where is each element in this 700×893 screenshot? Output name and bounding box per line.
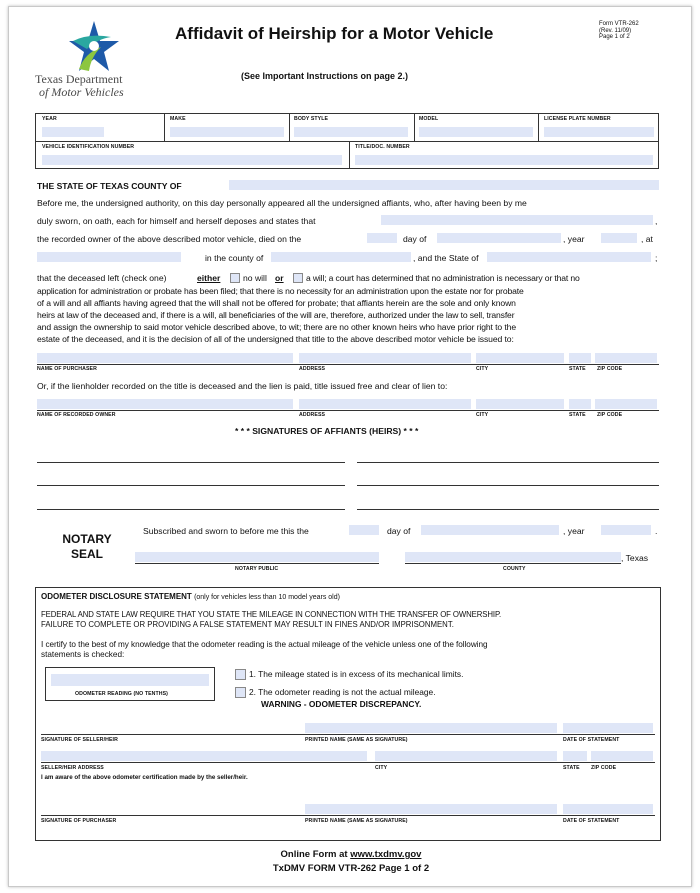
purchaser-date-field[interactable] — [563, 804, 653, 814]
either-text: either — [197, 273, 221, 283]
owner-city-label: CITY — [476, 412, 489, 418]
form-title: Affidavit of Heirship for a Motor Vehicle — [175, 24, 494, 43]
odometer-reading-label: ODOMETER READING (NO TENTHS) — [75, 691, 169, 697]
affiant-signature-line-5[interactable] — [37, 509, 345, 510]
sworn-text: Subscribed and sworn to before me this the — [143, 526, 309, 536]
agency-name — [35, 73, 124, 99]
purchaser-signature-line[interactable] — [41, 815, 655, 816]
seller-date-field[interactable] — [563, 723, 653, 733]
check-one-text: that the deceased left (check one) — [37, 273, 167, 283]
year-label: YEAR — [42, 116, 57, 122]
odometer-certify-1: I certify to the best of my knowledge that the odometer reading is the actual mileage of the vehicle unless one of the following — [41, 640, 488, 649]
make-label: MAKE — [170, 116, 186, 122]
notary-year-field[interactable] — [601, 525, 651, 535]
death-day-field[interactable] — [367, 233, 397, 243]
statement-line-10: estate of the deceased, and it is the decision of all of the undersigned that title to the above described motor vehicle be issued to: — [37, 334, 514, 344]
purchaser-zip-label: ZIP CODE — [597, 366, 623, 372]
txdmv-star-logo-icon — [67, 19, 121, 75]
no-will-checkbox[interactable] — [230, 273, 240, 283]
purchaser-name-field[interactable] — [37, 353, 293, 363]
notary-county-label: COUNTY — [503, 566, 526, 572]
affiant-signature-line-1[interactable] — [37, 462, 345, 463]
form-revision: (Rev. 11/09) — [599, 27, 632, 34]
form-page: Texas Department of Motor Vehicles Affidavit of Heirship for a Motor Vehicle (See Important Instructions on page 2.) Form VTR-262 (Rev. 11/09) Page 1 of 2 YEAR MAKE BODY STYLE MODEL LICENSE PLATE NUMBER VEHICLE IDENTIFICATION NUMBER TITLE/DOC. NUMBER THE STATE OF TEXAS COUNTY OF Before me, the undersigned authority, on this day personally appeared all the undersigned affiants, who, after having been by me duly sworn, on oath, each for himself and herself deposes and states that , the recorded owner of the above described motor vehicle, died on the day of , year , at in the county of , and the State of ; that the deceased left (check one) either no will or a will; a court has determined that no administration is necessary or that no application for administration or probate has been filed; that there is no necessity for an administration upon the estate nor for probate of a will and all affiants having agreed that the will shall not be offered for probate; that affiants herein are the sole and only known heirs at law of the deceased and, if there is a will, all beneficiaries of the will are, therefore, authorized under the law to sell, transfer and assign the ownership to said motor vehicle described above, to wit; there are no other known heirs who have prior right to the estate of the deceased, and it is the decision of all of the undersigned that title to the above described motor vehicle be issued to: NAME OF PURCHASER ADDRESS CITY STATE ZIP CODE Or, if the lienholder recorded on the title is deceased and the lien is paid, title issued free and clear of lien to: NAME OF RECORDED OWNER ADDRESS CITY STATE ZIP CODE * * * SIGNATURES OF AFFIANTS (HEIRS) * * * NOTARY SEAL Subscribed and sworn to before me this the day of , year . , Texas NOTARY PUBLIC COUNTY ODOMETER DISCLOSURE STATEMENT (only for vehicles less than 10 model years old) FEDERAL AND STATE LAW REQUIRE THAT YOU STATE THE MILEAGE IN CONNECTION WITH THE TRANSFER OF OWNERSHIP. FAILURE TO COMPLETE OR PROVIDING A FALSE STATEMENT MAY RESULT IN FINES AND/OR IMPRISONMENT. I certify to the best of my knowledge that the odometer reading is the actual mileage of the vehicle unless one of the following statements is checked: ODOMETER READING (NO TENTHS) 1. The mileage stated is in excess of its mechanical limits. 2. The odometer reading is not the actual mileage. WARNING - ODOMETER DISCREPANCY. SIGNATURE OF SELLER/HEIR PRINTED NAME (SAME AS SIGNATURE) DATE OF STATEMENT SELLER/HEIR ADDRESS CITY STATE ZIP CODE I am aware of the above odometer certification made by the seller/heir. SIGNATURE OF PURCHASER PRINTED NAME (SAME AS SIGNATURE) DATE OF STATEMENT Online Form at www.txdmv.gov TxDMV FORM VTR-262 Page 1 of 2 — [8, 6, 692, 887]
notary-county-field[interactable] — [405, 552, 621, 562]
affiants-heading: * * * SIGNATURES OF AFFIANTS (HEIRS) * * * — [235, 426, 419, 436]
death-county-field[interactable] — [271, 252, 411, 262]
odometer-heading-note: (only for vehicles less than 10 model years old) — [194, 594, 340, 601]
death-date-text: the recorded owner of the above described motor vehicle, died on the — [37, 234, 302, 244]
purchaser-state-field[interactable] — [569, 353, 591, 363]
statement-line-8: heirs at law of the deceased and, if there is a will, all beneficiaries of the will are, therefore, authorized under the law to sell, transfer — [37, 310, 515, 320]
purchaser-signature-label: SIGNATURE OF PURCHASER — [41, 818, 117, 824]
at-text: , at — [641, 234, 653, 244]
seller-date-label: DATE OF STATEMENT — [563, 737, 620, 743]
seller-signature-line[interactable] — [41, 734, 655, 735]
statement-line-7: of a will and all affiants having agreed that the will shall not be offered for probate; that affiants herein are the sole and only known — [37, 298, 516, 308]
purchaser-address-label: ADDRESS — [299, 366, 326, 372]
purchaser-printed-name-label: PRINTED NAME (SAME AS SIGNATURE) — [305, 818, 408, 824]
county-of-text: in the county of — [205, 253, 264, 263]
death-year-field[interactable] — [601, 233, 637, 243]
notary-seal-line-1: NOTARY — [62, 532, 112, 546]
purchaser-zip-field[interactable] — [595, 353, 657, 363]
seller-printed-name-field[interactable] — [305, 723, 557, 733]
agency-line-2: of Motor Vehicles — [39, 85, 124, 99]
owner-name-label: NAME OF RECORDED OWNER — [37, 412, 116, 418]
affiant-names-field[interactable] — [381, 215, 653, 225]
seller-city-label: CITY — [375, 765, 388, 771]
seller-city-field[interactable] — [375, 751, 557, 761]
seller-printed-name-label: PRINTED NAME (SAME AS SIGNATURE) — [305, 737, 408, 743]
county-field[interactable] — [229, 180, 659, 190]
vin-field[interactable] — [42, 155, 342, 165]
vehicle-info-grid — [35, 113, 659, 169]
statement-line-1: Before me, the undersigned authority, on this day personally appeared all the undersigned affiants, who, after having been by me — [37, 198, 527, 208]
title-number-label: TITLE/DOC. NUMBER — [355, 144, 410, 150]
model-label: MODEL — [419, 116, 439, 122]
purchaser-city-field[interactable] — [476, 353, 564, 363]
notary-public-field[interactable] — [135, 552, 379, 562]
purchaser-city-label: CITY — [476, 366, 489, 372]
footer-online-label: Online Form at — [280, 849, 348, 860]
death-month-field[interactable] — [437, 233, 561, 243]
notary-year-text: , year — [563, 526, 585, 536]
body-style-label: BODY STYLE — [294, 116, 329, 122]
form-page-count: Page 1 of 2 — [599, 34, 630, 40]
statement-line-2: duly sworn, on oath, each for himself and herself deposes and states that — [37, 216, 316, 226]
owner-zip-field[interactable] — [595, 399, 657, 409]
death-state-field[interactable] — [487, 252, 651, 262]
footer-online — [9, 849, 693, 860]
statement-line-6: application for administration or probate has been filed; that there is no necessity for an administration upon the estate nor for probate — [37, 286, 524, 296]
state-of-text: , and the State of — [413, 253, 479, 263]
affiant-signature-line-6[interactable] — [357, 509, 659, 510]
agency-line-1: Texas Department — [35, 72, 123, 86]
odometer-warning: WARNING - ODOMETER DISCREPANCY. — [261, 699, 422, 709]
year-field[interactable] — [42, 127, 104, 137]
not-actual-mileage-checkbox[interactable] — [235, 687, 246, 698]
affiant-signature-line-4[interactable] — [357, 485, 659, 486]
purchaser-address-field[interactable] — [299, 353, 471, 363]
owner-city-field[interactable] — [476, 399, 564, 409]
will-label: a will; a court has determined that no administration is necessary or that no — [306, 273, 580, 283]
footer-online-link[interactable]: www.txdmv.gov — [350, 849, 422, 860]
affiant-signature-line-2[interactable] — [357, 462, 659, 463]
license-plate-field[interactable] — [544, 127, 654, 137]
notary-day-field[interactable] — [349, 525, 379, 535]
seller-state-field[interactable] — [563, 751, 587, 761]
odometer-certify-2: statements is checked: — [41, 650, 125, 659]
death-city-field[interactable] — [37, 252, 181, 262]
notary-seal-area — [57, 532, 117, 562]
seller-address-label: SELLER/HEIR ADDRESS — [41, 765, 104, 771]
owner-zip-label: ZIP CODE — [597, 412, 623, 418]
owner-state-label: STATE — [569, 412, 586, 418]
notary-day-of-text: day of — [387, 526, 411, 536]
seller-signature-label: SIGNATURE OF SELLER/HEIR — [41, 737, 118, 743]
purchaser-aware-text: I am aware of the above odometer certification made by the seller/heir. — [41, 774, 248, 781]
owner-address-label: ADDRESS — [299, 412, 326, 418]
will-checkbox[interactable] — [293, 273, 303, 283]
title-number-field[interactable] — [355, 155, 653, 165]
or-text: or — [275, 273, 284, 283]
purchaser-state-label: STATE — [569, 366, 586, 372]
form-subtitle: (See Important Instructions on page 2.) — [241, 71, 409, 81]
seller-zip-field[interactable] — [591, 751, 653, 761]
day-of-text: day of — [403, 234, 427, 244]
statement-line-9: and assign the ownership to said motor vehicle described above, to wit; there are no other known heirs who have prior right to the — [37, 322, 517, 332]
model-field[interactable] — [419, 127, 533, 137]
odometer-law-2: FAILURE TO COMPLETE OR PROVIDING A FALSE STATEMENT MAY RESULT IN FINES AND/OR IMPRISONMENT. — [41, 620, 454, 629]
odometer-law-1: FEDERAL AND STATE LAW REQUIRE THAT YOU STATE THE MILEAGE IN CONNECTION WITH THE TRANSFER OF OWNERSHIP. — [41, 610, 502, 619]
notary-public-label: NOTARY PUBLIC — [235, 566, 279, 572]
body-style-field[interactable] — [294, 127, 408, 137]
footer-form-line: TxDMV FORM VTR-262 Page 1 of 2 — [272, 863, 430, 874]
notary-month-field[interactable] — [421, 525, 559, 535]
lienholder-text: Or, if the lienholder recorded on the title is deceased and the lien is paid, title issued free and clear of lien to: — [37, 381, 448, 391]
owner-name-field[interactable] — [37, 399, 293, 409]
odometer-heading-title: ODOMETER DISCLOSURE STATEMENT — [41, 592, 192, 601]
seller-address-field[interactable] — [41, 751, 367, 761]
license-plate-label: LICENSE PLATE NUMBER — [544, 116, 611, 122]
notary-seal-line-2: SEAL — [70, 547, 103, 561]
owner-state-field[interactable] — [569, 399, 591, 409]
mileage-exceeds-checkbox[interactable] — [235, 669, 246, 680]
mileage-exceeds-label: 1. The mileage stated is in excess of its mechanical limits. — [249, 669, 464, 679]
purchaser-printed-name-field[interactable] — [305, 804, 557, 814]
seller-zip-label: ZIP CODE — [591, 765, 617, 771]
form-number-block — [599, 21, 639, 41]
odometer-heading — [41, 592, 340, 601]
year-text: , year — [563, 234, 585, 244]
make-field[interactable] — [170, 127, 284, 137]
not-actual-mileage-label: 2. The odometer reading is not the actual mileage. — [249, 687, 436, 697]
texas-text: , Texas — [621, 553, 649, 563]
purchaser-name-label: NAME OF PURCHASER — [37, 366, 97, 372]
owner-address-field[interactable] — [299, 399, 471, 409]
vin-label: VEHICLE IDENTIFICATION NUMBER — [42, 144, 135, 150]
seller-state-label: STATE — [563, 765, 580, 771]
odometer-reading-field[interactable] — [51, 674, 209, 686]
purchaser-date-label: DATE OF STATEMENT — [563, 818, 620, 824]
county-label: THE STATE OF TEXAS COUNTY OF — [37, 181, 182, 191]
affiant-signature-line-3[interactable] — [37, 485, 345, 486]
no-will-label: no will — [243, 273, 267, 283]
form-number: Form VTR-262 — [599, 21, 639, 27]
